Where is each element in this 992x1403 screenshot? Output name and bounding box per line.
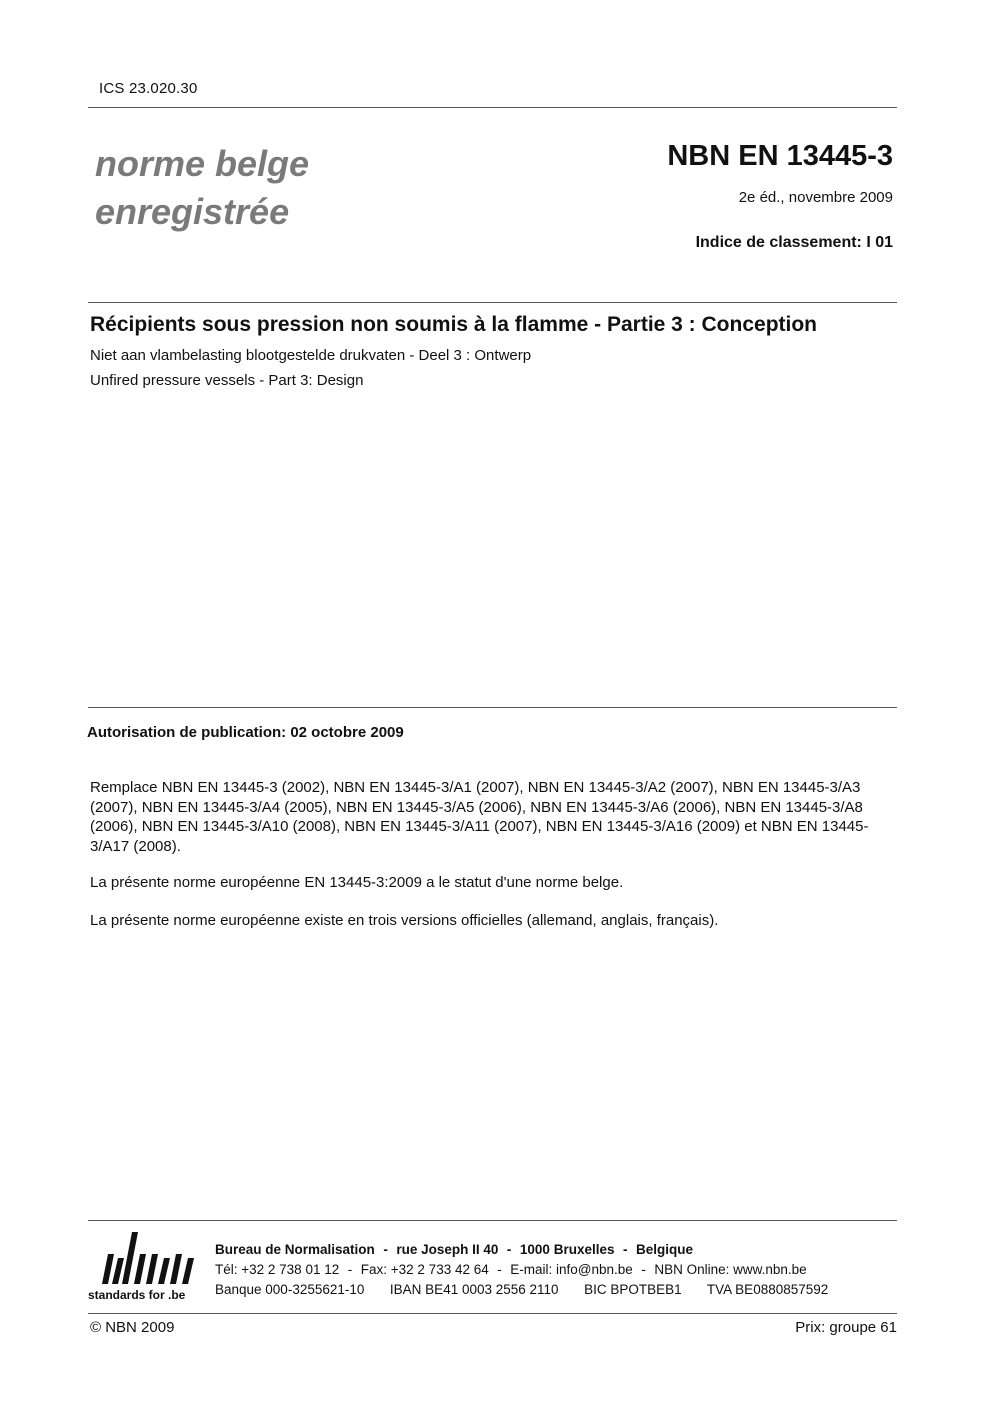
phone: Tél: +32 2 738 01 12 xyxy=(215,1262,340,1277)
classification-index: Indice de classement: I 01 xyxy=(695,234,893,251)
publication-rule xyxy=(88,707,897,708)
country: Belgique xyxy=(636,1242,694,1257)
title-dutch: Niet aan vlambelasting blootgestelde drukvaten - Deel 3 : Ontwerp xyxy=(90,347,532,364)
nbn-logo-icon xyxy=(88,1228,200,1286)
document-number: NBN EN 13445-3 xyxy=(667,140,893,172)
title-rule xyxy=(88,302,897,303)
bottom-rule xyxy=(88,1313,897,1314)
street-address: rue Joseph II 40 xyxy=(396,1242,499,1257)
title-english: Unfired pressure vessels - Part 3: Design xyxy=(90,372,364,389)
edition-date: 2e éd., novembre 2009 xyxy=(738,189,893,206)
bank-line xyxy=(215,1282,828,1297)
title-french: Récipients sous pression non soumis à la flamme - Partie 3 : Conception xyxy=(90,313,818,336)
bank-account: Banque 000-3255621-10 xyxy=(215,1282,365,1297)
versions-paragraph: La présente norme européenne existe en trois versions officielles (allemand, anglais, français). xyxy=(90,912,719,929)
logo-tagline: standards for .be xyxy=(88,1288,186,1302)
replaces-paragraph: Remplace NBN EN 13445-3 (2002), NBN EN 13445-3/A1 (2007), NBN EN 13445-3/A2 (2007), NBN EN 13445-3/A3 (2007), NBN EN 13445-3/A4 (2005), NBN EN 13445-3/A5 (2006), NBN EN 13445-3/A6 (2006), NBN EN 13445-3/A8 (2006), NBN EN 13445-3/A10 (2008), NBN EN 13445-3/A11 (2007), NBN EN 13445-3/A16 (2009) et NBN EN 13445-3/A17 (2008). xyxy=(90,779,869,855)
website: NBN Online: www.nbn.be xyxy=(654,1262,807,1277)
copyright: © NBN 2009 xyxy=(90,1319,175,1336)
brand-title xyxy=(95,140,309,236)
iban: IBAN BE41 0003 2556 2110 xyxy=(389,1282,559,1297)
ics-code: ICS 23.020.30 xyxy=(99,80,198,97)
vat-number: TVA BE0880857592 xyxy=(706,1282,829,1297)
price-group: Prix: groupe 61 xyxy=(795,1319,897,1336)
contact-line: Tél: +32 2 738 01 12 - Fax: +32 2 733 42 64 - E-mail: info@nbn.be - NBN Online: www.nbn.be xyxy=(215,1262,807,1277)
footer-rule xyxy=(88,1220,897,1221)
fax: Fax: +32 2 733 42 64 xyxy=(360,1262,489,1277)
email: E-mail: info@nbn.be xyxy=(510,1262,633,1277)
status-paragraph: La présente norme européenne EN 13445-3:2009 a le statut d'une norme belge. xyxy=(90,874,624,891)
publication-authorization: Autorisation de publication: 02 octobre 2009 xyxy=(87,724,404,741)
header-rule xyxy=(88,107,897,108)
city: 1000 Bruxelles xyxy=(519,1242,615,1257)
brand-line-2: enregistrée xyxy=(95,191,290,232)
address-line: Bureau de Normalisation - rue Joseph II 40 - 1000 Bruxelles - Belgique xyxy=(215,1242,694,1257)
nbn-logo xyxy=(88,1228,200,1306)
bic: BIC BPOTBEB1 xyxy=(584,1282,682,1297)
brand-line-1: norme belge xyxy=(95,143,310,184)
organization-name: Bureau de Normalisation xyxy=(215,1242,375,1257)
